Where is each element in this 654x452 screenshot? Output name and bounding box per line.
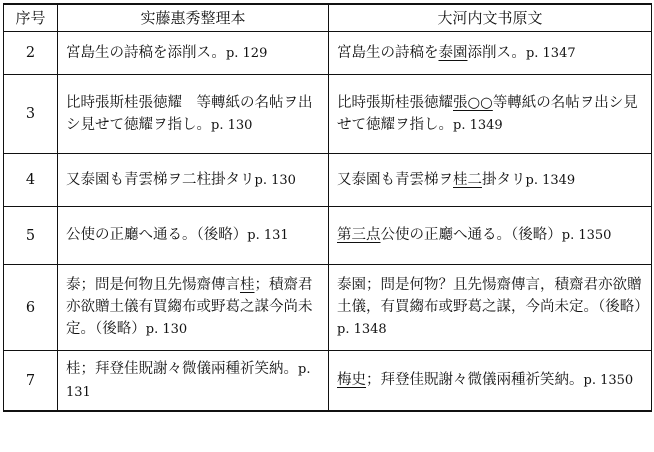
page-reference: p. 130 xyxy=(254,172,296,188)
okochi-text-cell xyxy=(329,75,652,154)
underlined-text: 桂二 xyxy=(453,171,482,188)
header-saito-edition: 实藤惠秀整理本 xyxy=(58,4,329,32)
okochi-text-cell xyxy=(329,32,652,75)
page-reference: p. 1349 xyxy=(453,117,503,133)
saito-text-cell xyxy=(58,351,329,412)
page-reference: p. 131 xyxy=(247,228,289,243)
saito-text-cell xyxy=(58,154,329,207)
saito-text-cell xyxy=(58,265,329,351)
row-number: 2 xyxy=(4,32,58,75)
row-number: 3 xyxy=(4,75,58,154)
table-row xyxy=(4,351,652,412)
text-segment: 公使の正廳へ通る。（後略） xyxy=(380,227,562,243)
text-segment: 又泰園も青雲梯ヲ二柱掛タリ xyxy=(66,171,255,188)
page-reference: p. 1348 xyxy=(337,322,387,337)
page-reference: p. 130 xyxy=(145,322,188,337)
row-number: 7 xyxy=(4,351,58,412)
saito-text-cell xyxy=(58,75,329,154)
text-segment: 比時張斯桂張徳耀 xyxy=(337,94,453,111)
header-okochi-original: 大河内文书原文 xyxy=(329,4,652,32)
text-segment: 添削ス。 xyxy=(467,44,526,61)
text-segment: 宮島生の詩稿を添削ス。 xyxy=(66,44,226,61)
comparison-table xyxy=(3,3,652,412)
text-segment: 桂；拜登佳貺謝々微儀兩種祈笑納。 xyxy=(66,360,298,377)
text-segment: 比時張斯桂張徳耀 等轉紙の名帖ヲ出シ見せて徳耀ヲ指し。 xyxy=(66,94,313,133)
underlined-text: 桂 xyxy=(240,277,255,293)
okochi-text-cell xyxy=(329,265,652,351)
table-row xyxy=(4,265,652,351)
text-segment: 泰；問是何物且先愓齋傳言 xyxy=(66,277,240,293)
header-no: 序号 xyxy=(4,4,58,32)
underlined-text: 張○○ xyxy=(453,94,493,111)
page-reference: p. 130 xyxy=(211,117,253,133)
page-reference: p. 131 xyxy=(66,361,311,400)
text-segment: ；積齋君亦欲贈土儀有買縐布或野葛之謀今尚未定。（後略） xyxy=(66,277,313,337)
underlined-text: 梅史 xyxy=(337,372,366,388)
text-segment: 公使の正廳へ通る。（後略） xyxy=(66,227,248,243)
table-row xyxy=(4,207,652,265)
okochi-text-cell xyxy=(329,351,652,412)
text-segment: 又泰園も青雲梯ヲ xyxy=(337,171,453,188)
header-row xyxy=(4,4,652,32)
page-reference: p. 1350 xyxy=(561,228,612,243)
underlined-text: 泰園 xyxy=(438,44,468,61)
okochi-text-cell xyxy=(329,154,652,207)
page-reference: p. 1350 xyxy=(583,373,634,388)
row-number: 4 xyxy=(4,154,58,207)
okochi-text-cell xyxy=(329,207,652,265)
row-number: 5 xyxy=(4,207,58,265)
saito-text-cell xyxy=(58,32,329,75)
text-segment: 宮島生の詩稿を xyxy=(337,44,439,61)
text-segment: 等轉紙の名帖ヲ出シ見せて徳耀ヲ指し。 xyxy=(337,94,638,133)
page-reference: p. 1349 xyxy=(525,172,576,188)
page-reference: p. 1347 xyxy=(525,45,576,61)
text-segment: 泰園；問是何物？且先愓齋傳言，積齋君亦欲贈土儀，有買縐布或野葛之謀，今尚未定。（後略） xyxy=(337,277,649,315)
page-reference: p. 129 xyxy=(225,45,268,61)
underlined-text: 第三点 xyxy=(337,227,381,243)
saito-text-cell xyxy=(58,207,329,265)
text-segment: 掛タリ xyxy=(482,171,526,188)
row-number: 6 xyxy=(4,265,58,351)
table-row xyxy=(4,154,652,207)
comparison-table-container xyxy=(3,3,651,412)
table-row xyxy=(4,32,652,75)
table-row xyxy=(4,75,652,154)
text-segment: ；拜登佳貺謝々微儀兩種祈笑納。 xyxy=(366,372,584,388)
